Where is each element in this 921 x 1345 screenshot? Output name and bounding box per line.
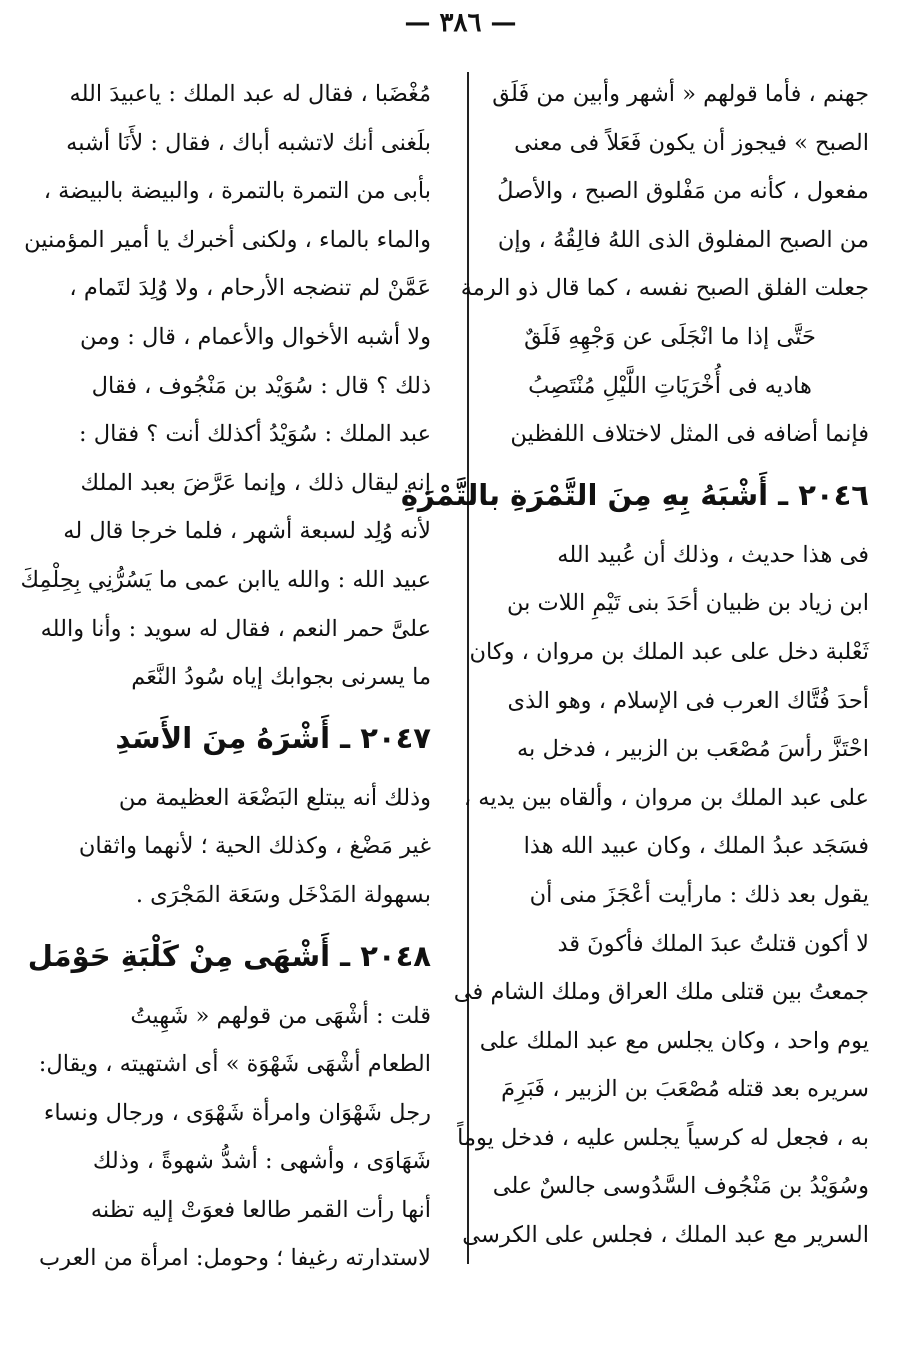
text-line: قلت : أشْهَى من قولهم « شَهِيتُ bbox=[130, 1002, 431, 1029]
text-line: لأنه وُلِد لسبعة أشهر ، فلما خرجا قال له bbox=[63, 518, 431, 545]
text-line: الصبح » فيجوز أن يكون فَعَلاً فى معنى bbox=[514, 129, 869, 156]
text-line: أحدَ فُتَّاك العرب فى الإسلام ، وهو الذى bbox=[507, 687, 869, 714]
text-line: السرير مع عبد الملك ، فجلس على الكرسى bbox=[462, 1222, 869, 1249]
text-line: احْتَزَّ رأسَ مُصْعَب بن الزبير ، فدخل به bbox=[516, 736, 869, 763]
text-line: ثَعْلبة دخل على عبد الملك بن مروان ، وكان bbox=[469, 638, 869, 665]
text-line: ذلك ؟ قال : سُوَيْد بن مَنْجُوف ، فقال bbox=[91, 372, 431, 399]
text-line: بلَغنى أنك لاتشبه أباك ، فقال : لأَنَا أشبه bbox=[66, 129, 431, 156]
text-line: بأبى من التمرة بالتمرة ، والبيضة بالبيضة ، bbox=[43, 178, 431, 205]
text-line: شَهَاوَى ، وأشهى : أشدُّ شهوةً ، وذلك bbox=[92, 1148, 431, 1175]
text-line: غير مَضْغ ، وكذلك الحية ؛ لأنهما واثقان bbox=[78, 833, 431, 860]
text-line: لاستدارته رغيفا ؛ وحومل: امرأة من العرب bbox=[38, 1245, 431, 1272]
text-line: الطعام أشْهَى شَهْوَة » أى اشتهيته ، ويقال: bbox=[38, 1051, 431, 1078]
text-line: ما يسرنى بجوابك إياه سُودُ النَّعَم bbox=[131, 664, 431, 691]
verse-line: حَتَّى إذا ما انْجَلَى عن وَجْهِهِ فَلَقٌ bbox=[524, 323, 816, 350]
text-line: سريره بعد قتله مُصْعَبَ بن الزبير ، فَبَرِمَ bbox=[501, 1076, 869, 1103]
proverb-heading-2048: ٢٠٤٨ ـ أَشْهَى مِنْ كَلْبَةِ حَوْمَل bbox=[27, 938, 431, 973]
text-line: جعلت الفلق الصبح نفسه ، كما قال ذو الرمة bbox=[460, 275, 869, 302]
text-line: جهنم ، فأما قولهم « أشهر وأبين من فَلَق bbox=[492, 81, 869, 107]
text-line: أنها رأت القمر طالعا فعوَتْ إليه تظنه bbox=[90, 1196, 431, 1223]
text-line: بسهولة المَدْخَل وسَعَة المَجْرَى . bbox=[135, 881, 431, 908]
text-line: مفعول ، كأنه من مَفْلوق الصبح ، والأصلُ bbox=[497, 178, 869, 205]
text-line: ولا أشبه الأخوال والأعمام ، قال : ومن bbox=[80, 323, 431, 350]
column-divider bbox=[467, 72, 469, 1264]
text-line: ابن زياد بن ظبيان أحَدَ بنى تَيْمِ اللات بن bbox=[506, 590, 869, 617]
text-line: فإنما أضافه فى المثل لاختلاف اللفظين bbox=[510, 421, 869, 448]
text-line: علىَّ حمر النعم ، فقال له سويد : وأنا والله bbox=[40, 615, 431, 642]
text-line: يوم واحد ، وكان يجلس مع عبد الملك على bbox=[479, 1027, 869, 1054]
text-line: جمعتُ بين قتلى ملك العراق وملك الشام فى bbox=[453, 979, 869, 1006]
text-line: والماء بالماء ، ولكنى أخبرك يا أمير المؤمنين bbox=[24, 226, 431, 253]
text-line: فى هذا حديث ، وذلك أن عُبيد الله bbox=[557, 541, 869, 568]
text-line: يقول بعد ذلك : مارأيت أعْجَزَ منى أن bbox=[529, 881, 869, 908]
page-number: — ٣٨٦ — bbox=[404, 8, 517, 38]
verse-line: هاديه فى أُخْرَيَاتِ اللَّيْلِ مُنْتَصِبُ bbox=[528, 372, 812, 399]
text-line: من الصبح المفلوق الذى اللهُ فالِقُهُ ، وإن bbox=[497, 226, 869, 253]
text-line: عَمَّنْ لم تنضجه الأرحام ، ولا وُلِدَ لتَمام ، bbox=[69, 275, 431, 302]
text-line: لا أكون قتلتُ عبدَ الملك فأكونَ قد bbox=[557, 930, 869, 957]
right-column bbox=[400, 70, 869, 1260]
text-line: عبيد الله : والله ياابن عمى ما يَسُرُّنِي بِحِلْمِكَ bbox=[20, 566, 431, 593]
text-line: مُغْضَبا ، فقال له عبد الملك : ياعبيدَ الله bbox=[69, 81, 431, 107]
text-line: وذلك أنه يبتلع البَضْعَة العظيمة من bbox=[118, 784, 431, 811]
text-line: به ، فجعل له كرسياً يجلس عليه ، فدخل يوماً bbox=[457, 1124, 869, 1151]
text-line: على عبد الملك بن مروان ، وألقاه بين يديه ، bbox=[463, 784, 869, 811]
text-line: رجل شَهْوَان وامرأة شَهْوَى ، ورجال ونساء bbox=[43, 1099, 431, 1126]
text-line: عبد الملك : سُوَيْدُ أكذلك أنت ؟ فقال : bbox=[79, 421, 431, 448]
proverb-heading-2047: ٢٠٤٧ ـ أَشْرَهُ مِنَ الأَسَدِ bbox=[115, 720, 431, 755]
proverb-heading-2046: ٢٠٤٦ ـ أَشْبَهُ بِهِ مِنَ التَّمْرَةِ بالتَّمْرَةِ bbox=[400, 477, 869, 512]
left-column bbox=[20, 70, 431, 1283]
text-line: فسَجَد عبدُ الملك ، وكان عبيد الله هذا bbox=[523, 833, 869, 860]
text-line: وسُوَيْدُ بن مَنْجُوف السَّدُوسى جالسٌ على bbox=[492, 1173, 869, 1200]
text-line: إنه ليقال ذلك ، وإنما عَرَّضَ بعبد الملك bbox=[80, 469, 431, 496]
